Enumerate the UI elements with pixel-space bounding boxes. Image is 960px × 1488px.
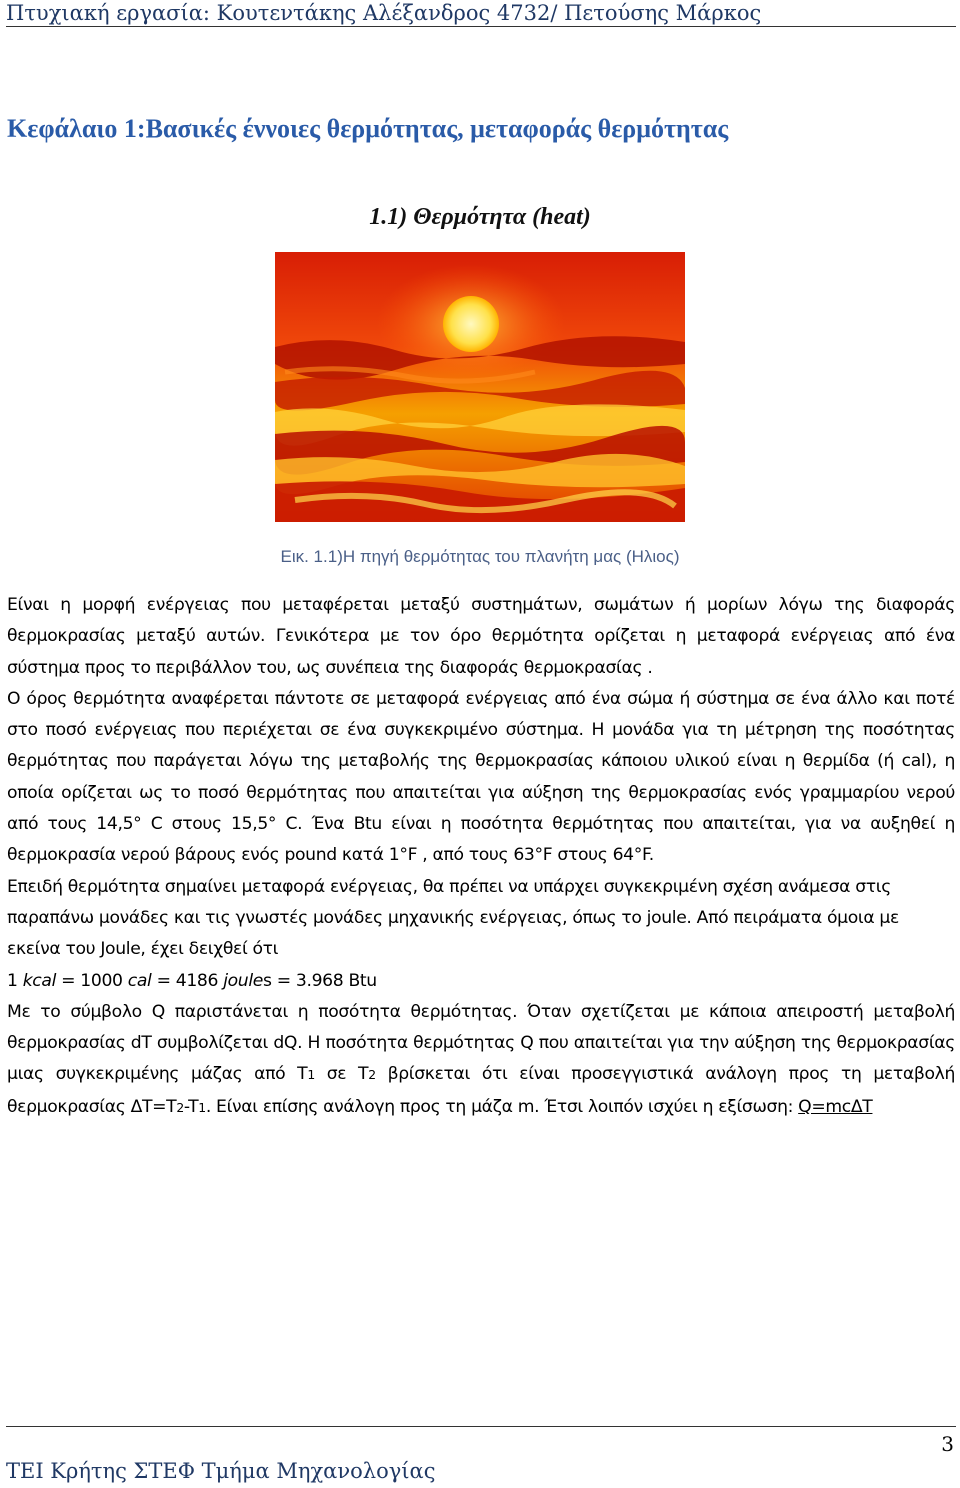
conversion-part: 1 — [7, 970, 23, 991]
equation-text: . Είναι επίσης ανάλογη προς τη μάζα m. Έτσι λοιπόν ισχύει η εξίσωση: — [205, 1096, 799, 1117]
conversion-part: = 1000 — [56, 970, 128, 991]
conversion-joule: joule — [223, 970, 263, 991]
subscript: 2 — [176, 1100, 184, 1115]
sunset-photo — [275, 252, 685, 522]
conversion-cal: cal — [127, 970, 152, 991]
equation-text: Με το σύμβολο Q παριστάνεται η ποσότητα θερμότητας. Όταν σχετίζεται με κάποια απειροστή μεταβολή θερμοκρασίας dT συμβολίζεται dQ. Η ποσότητα θερμότητας Q που απαιτείται για την αύξηση της θερμοκρασίας μιας συγκεκριμένης μάζας από T — [7, 1001, 955, 1085]
subscript: 2 — [368, 1068, 376, 1083]
section-title: 1.1) Θερμότητα (heat) — [369, 204, 591, 230]
equation-text: σε T — [314, 1064, 369, 1085]
body-text — [7, 590, 955, 1124]
conversion-part: = 4186 — [151, 970, 224, 991]
equation-text: βρίσκεται ότι είναι προσεγγιστικά ανάλογη προς τη μεταβολή θερμοκρασίας ΔT=T — [7, 1064, 956, 1117]
paragraph-definition: Είναι η μορφή ενέργειας που μεταφέρεται μεταξύ συστημάτων, σωμάτων ή μορίων λόγω της διαφοράς θερμοκρασίας μεταξύ αυτών. Γενικότερα με τον όρο θερμότητα ορίζεται η μεταφορά ενέργειας από ένα σύστημα προς το περιβάλλον του, ως συνέπεια της διαφοράς θερμοκρασίας . — [7, 595, 955, 678]
subscript: 1 — [198, 1100, 206, 1115]
page-header: Πτυχιακή εργασία: Κουτεντάκης Αλέξανδρος 4732/ Πετούσης Μάρκος — [6, 0, 956, 27]
paragraph-joule: Επειδή θερμότητα σημαίνει μεταφορά ενέργειας, θα πρέπει να υπάρχει συγκεκριμένη σχέση ανάμεσα στις παραπάνω μονάδες και τις γνωστές μονάδες μηχανικής ενέργειας, όπως το joule. Από πειράματα όμοια με εκείνα του Joule, έχει δειχθεί ότι — [7, 876, 899, 960]
subscript: 1 — [307, 1068, 315, 1083]
paragraph-conversion — [7, 966, 955, 997]
conversion-part: s = 3.968 Btu — [263, 970, 377, 991]
figure-caption: Εικ. 1.1)Η πηγή θερμότητας του πλανήτη μας (Ηλιος) — [280, 547, 680, 566]
conversion-kcal: kcal — [22, 970, 57, 991]
heat-equation: Q=mcΔT — [798, 1096, 873, 1117]
paragraph-units: Ο όρος θερμότητα αναφέρεται πάντοτε σε μεταφορά ενέργειας από ένα σώμα ή σύστημα σε ένα άλλο και ποτέ στο ποσό ενέργειας που περιέχεται σε ένα συγκεκριμένο σύστημα. Η μονάδα για τη μέτρηση της ποσότητας θερμότητας που παράγεται λόγω της μεταβολής της θερμοκρασίας κάποιου υλικού είναι η θερμίδα (ή cal), η οποία ορίζεται ως το ποσό θερμότητας που απαιτείται για αύξηση της θερμοκρασίας ενός γραμμαρίου νερού από τους 14,5° C στους 15,5° C. Ένα Btu είναι η ποσότητα θερμότητας που απαιτείται, για να αυξηθεί η θερμοκρασία νερού βάρους ενός pound κατά 1°F , από τους 63°F στους 64°F. — [7, 688, 955, 866]
page-footer: ΤΕΙ Κρήτης ΣΤΕΦ Τμήμα Μηχανολογίας — [6, 1459, 436, 1483]
equation-text: -T — [183, 1096, 199, 1117]
page-number: 3 — [941, 1432, 954, 1456]
chapter-title: Κεφάλαιο 1:Βασικές έννοιες θερμότητας, μεταφοράς θερμότητας — [7, 114, 729, 143]
footer-divider — [6, 1426, 956, 1427]
paragraph-equation — [7, 997, 955, 1124]
